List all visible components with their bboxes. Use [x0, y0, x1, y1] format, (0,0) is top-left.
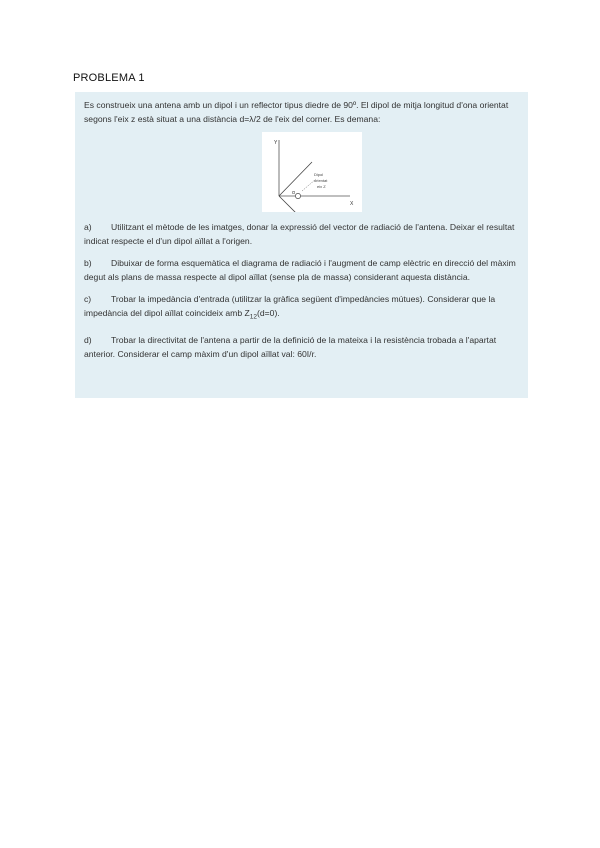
corner-reflector-figure	[262, 132, 362, 212]
y-axis-label: Y	[274, 140, 278, 146]
problem-title: PROBLEMA 1	[73, 72, 145, 84]
problem-panel	[75, 92, 528, 398]
angle-label: α	[292, 190, 295, 196]
dipole-label-line1: Dipol	[314, 172, 324, 177]
question-c: c) Trobar la impedància d'entrada (utilitzar la gràfica següent d'impedàncies mútues). Considerar que la impedància del dipol aïllat coincideix amb $Z_{12}(d=0)$.	[84, 294, 496, 321]
dipole-marker	[295, 193, 300, 198]
question-d: d) Trobar la directivitat de l'antena a partir de la definició de la mateixa i la resistència trobada a l'apartat anterior. Considerar el camp màxim d'un dipol aïllat val: 60I/r.	[84, 334, 497, 359]
question-b: b) Dibuixar de forma esquemàtica el diagrama de radiació i l'augment de camp elèctric en direcció del màxim degut als plans de massa respecte al dipol aïllat (sense pla de massa) considerant aquesta distància.	[84, 258, 516, 282]
x-axis-label: X	[350, 201, 354, 207]
dipole-label-line2: orientat	[314, 178, 328, 183]
reflector-plane-lower	[279, 196, 312, 212]
reflector-plane-upper	[279, 162, 312, 196]
problem-statement: Es construeix una antena amb un dipol i un reflector tipus diedre de 90º. El dipol de mitja longitud d'ona orientat segons l'eix z està situat a una distància d=λ/2 de l'eix del corner. Es demana:	[84, 100, 509, 124]
question-a: a) Utilitzant el mètode de les imatges, donar la expressió del vector de radiació de l'antena. Deixar el resultat indicat respecte el d'un dipol aïllat a l'origen.	[84, 222, 515, 246]
dipole-label-line3: eix Z	[317, 184, 326, 189]
